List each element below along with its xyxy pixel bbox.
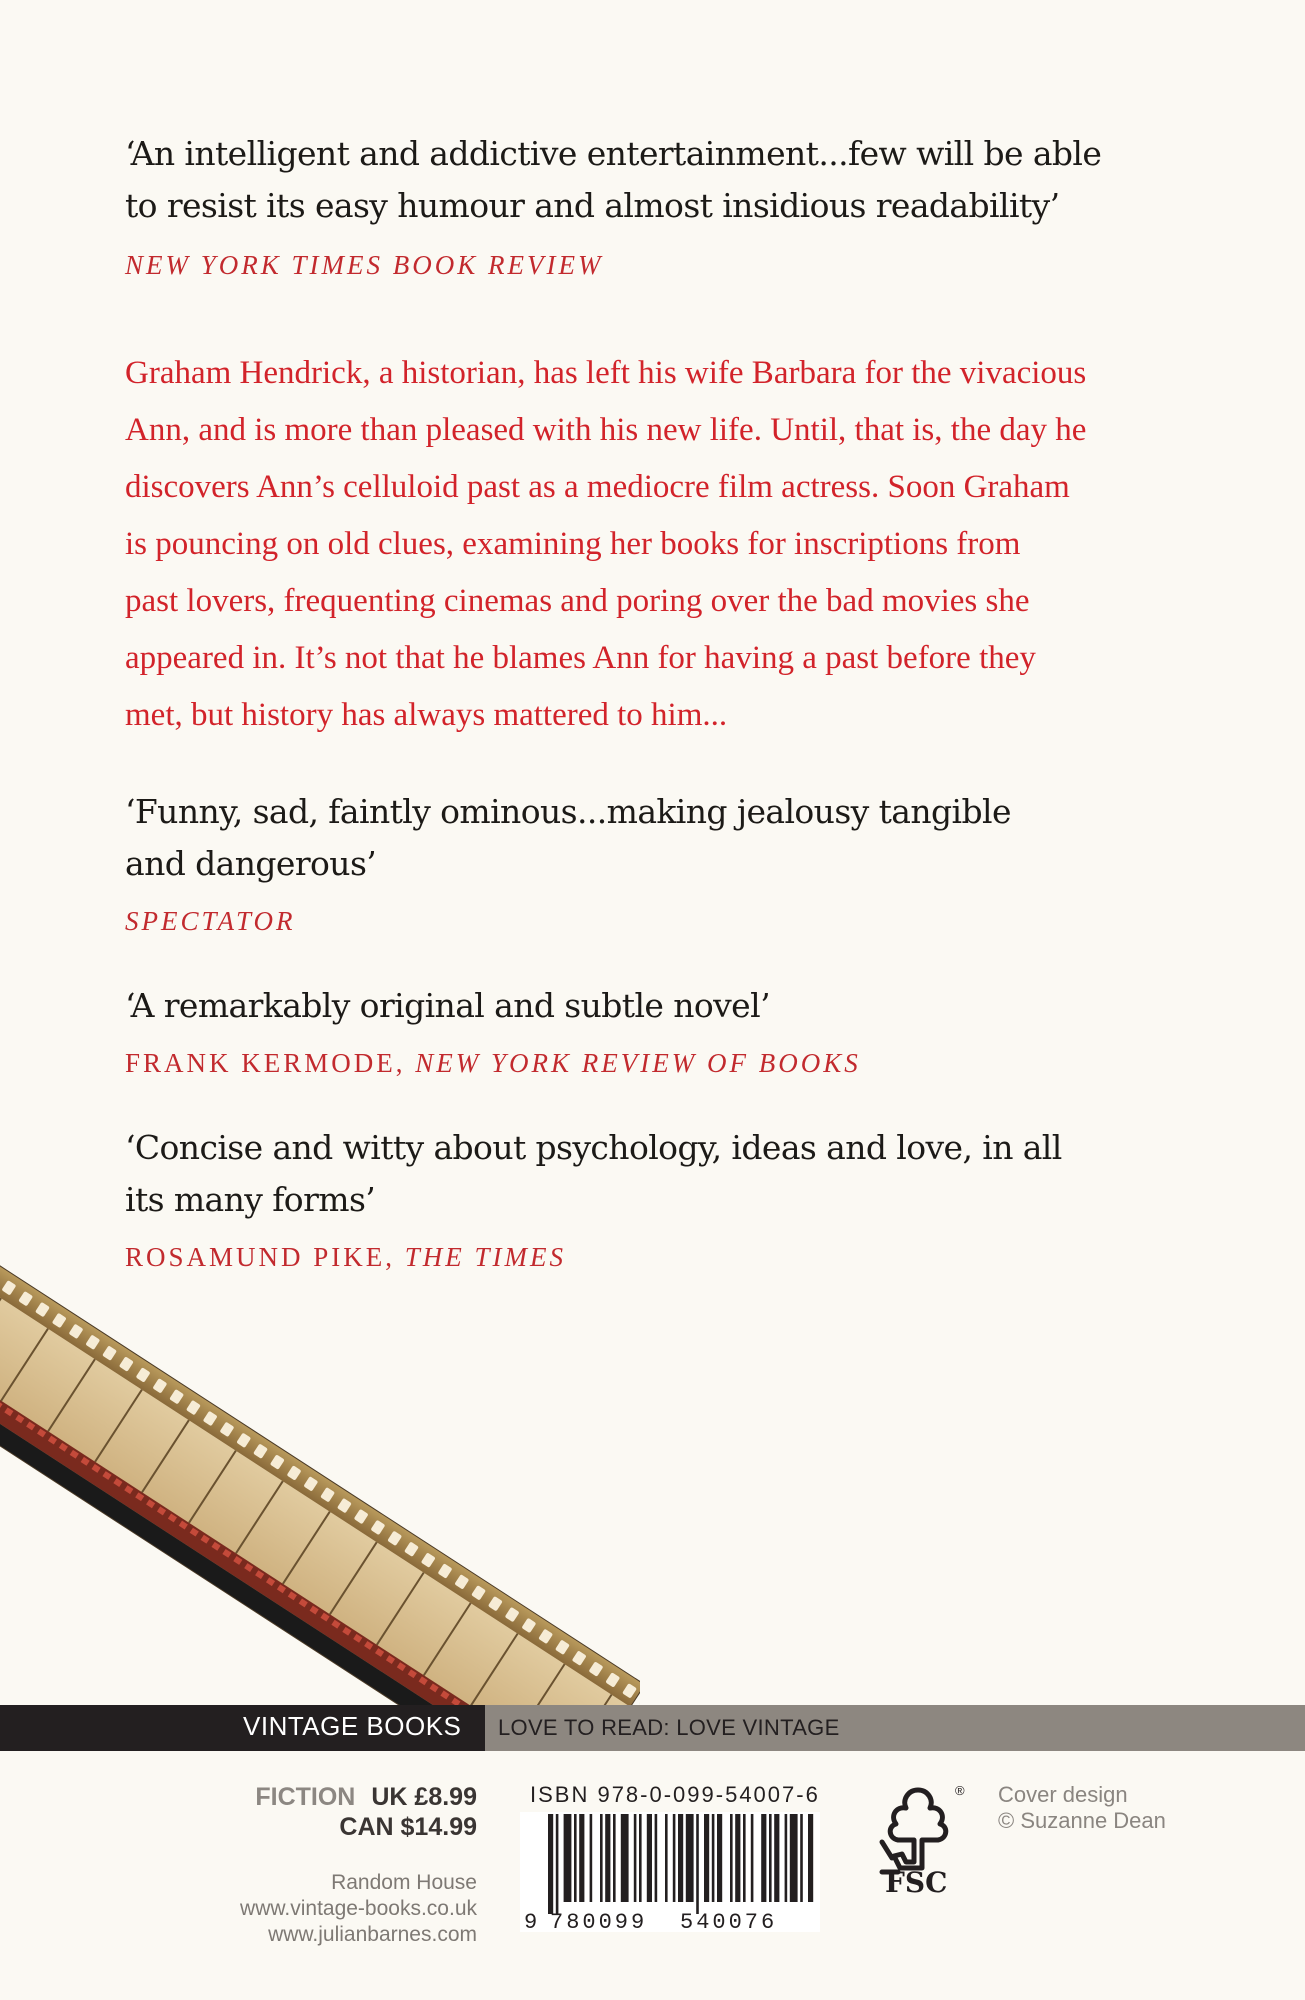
quote-3-author: FRANK KERMODE, — [125, 1048, 406, 1078]
barcode-bar — [730, 1814, 733, 1902]
quote-3-line-1: ‘A remarkably original and subtle novel’ — [125, 986, 770, 1025]
credit-line-2: © Suzanne Dean — [998, 1808, 1166, 1833]
imprint-name: VINTAGE BOOKS — [243, 1711, 462, 1741]
genre-label: FICTION — [255, 1783, 356, 1811]
barcode-bar — [808, 1814, 813, 1902]
price-uk: UK £8.99 — [371, 1783, 477, 1811]
imprint-band — [0, 1705, 1305, 1751]
barcode-bar — [717, 1814, 722, 1902]
barcode — [520, 1812, 820, 1932]
publisher-block — [240, 1870, 477, 1948]
barcode-bar — [590, 1814, 593, 1902]
synopsis-line: appeared in. It’s not that he blames Ann for having a past before they — [125, 640, 1036, 676]
synopsis-line: discovers Ann’s celluloid past as a mediocre film actress. Soon Graham — [125, 469, 1070, 505]
imprint-slogan: LOVE TO READ: LOVE VINTAGE — [498, 1715, 840, 1740]
quote-1-line-2: to resist its easy humour and almost insidious readability’ — [125, 186, 1060, 225]
barcode-bar — [621, 1814, 629, 1902]
quote-4-line-2: its many forms’ — [125, 1180, 376, 1219]
barcode-bar — [769, 1814, 772, 1902]
isbn-label: ISBN 978-0-099-54007-6 — [530, 1782, 820, 1807]
barcode-bar — [605, 1814, 610, 1902]
barcode-bar — [579, 1814, 584, 1902]
barcode-bar — [735, 1814, 740, 1902]
quote-2-publication: SPECTATOR — [125, 906, 296, 936]
cover-credit — [998, 1782, 1166, 1834]
quote-2-line-2: and dangerous’ — [125, 844, 377, 883]
barcode-bar — [639, 1814, 642, 1902]
barcode-bar — [743, 1814, 746, 1902]
credit-line-1: Cover design — [998, 1782, 1128, 1807]
synopsis-line: is pouncing on old clues, examining her books for inscriptions from — [125, 526, 1021, 562]
barcode-bar — [800, 1814, 803, 1902]
quote-4-publication: THE TIMES — [404, 1242, 567, 1272]
barcode-group-1: 780099 — [550, 1910, 648, 1932]
fsc-label: FSC — [885, 1866, 948, 1899]
synopsis-line: Ann, and is more than pleased with his new life. Until, that is, the day he — [125, 412, 1087, 448]
registered-mark: ® — [955, 1783, 965, 1798]
barcode-bar — [790, 1814, 798, 1902]
barcode-bar — [712, 1814, 715, 1902]
synopsis-line: Graham Hendrick, a historian, has left his wife Barbara for the vivacious — [125, 355, 1087, 391]
barcode-bar — [634, 1814, 637, 1902]
barcode-bar — [774, 1814, 779, 1902]
barcode-bar — [548, 1814, 553, 1914]
quote-3 — [125, 980, 770, 1032]
barcode-bar — [678, 1814, 683, 1902]
synopsis — [125, 345, 1145, 744]
quote-2 — [125, 786, 1011, 890]
barcode-lead-digit: 9 — [524, 1910, 538, 1932]
quote-1-line-1: ‘An intelligent and addictive entertainment...few will be able — [125, 134, 1102, 173]
publisher-url: www.vintage-books.co.uk — [240, 1897, 477, 1920]
barcode-bar — [564, 1814, 572, 1902]
synopsis-line: past lovers, frequenting cinemas and poring over the bad movies she — [125, 583, 1030, 619]
price-block — [255, 1782, 477, 1842]
quote-1-source — [125, 250, 603, 281]
publisher-name: Random House — [331, 1871, 477, 1894]
barcode-bar — [574, 1814, 577, 1902]
synopsis-line: met, but history has always mattered to him... — [125, 697, 728, 733]
quote-3-source — [125, 1048, 861, 1079]
barcode-bar — [556, 1814, 559, 1914]
barcode-bar — [613, 1814, 616, 1902]
quote-2-line-1: ‘Funny, sad, faintly ominous...making jealousy tangible — [125, 792, 1011, 831]
film-strip-illustration — [0, 1240, 640, 1710]
quote-1-publication: NEW YORK TIMES BOOK REVIEW — [125, 250, 604, 280]
quote-2-source — [125, 906, 296, 937]
barcode-bar — [785, 1814, 788, 1902]
barcode-bar — [696, 1814, 699, 1914]
barcode-bar — [665, 1814, 668, 1902]
quote-1 — [125, 128, 1101, 232]
quote-4 — [125, 1122, 1062, 1226]
quote-4-line-1: ‘Concise and witty about psychology, ideas and love, in all — [125, 1128, 1062, 1167]
barcode-group-2: 540076 — [680, 1910, 778, 1932]
barcode-bar — [686, 1814, 694, 1902]
barcode-bar — [647, 1814, 652, 1902]
quote-4-author: ROSAMUND PIKE, — [125, 1242, 396, 1272]
barcode-bar — [761, 1814, 766, 1902]
barcode-bar — [673, 1814, 676, 1902]
quote-3-publication: NEW YORK REVIEW OF BOOKS — [415, 1048, 861, 1078]
author-url: www.julianbarnes.com — [268, 1923, 477, 1946]
price-can: CAN $14.99 — [339, 1813, 477, 1841]
barcode-bar — [600, 1814, 603, 1902]
barcode-bar — [751, 1814, 754, 1902]
barcode-bar — [655, 1814, 658, 1902]
barcode-bar — [704, 1814, 709, 1902]
